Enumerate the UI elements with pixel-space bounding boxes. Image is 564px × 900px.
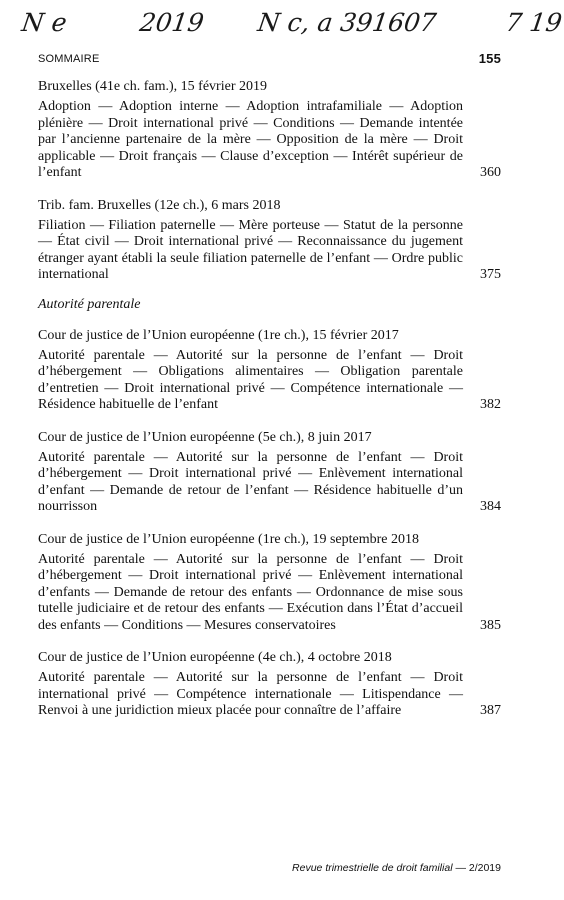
page-reference: 360 [480,165,501,180]
keywords-text: Autorité parentale — Autorité sur la personne de l’enfant — Droit d’hébergement — Droit international privé — Enlèvement international d’enfants — Demande de retour des enfants — Ordonnance de mise sous tutelle judiciaire et de retour des enfants — Exécution dans l’État d’accueil des enfants — Conditions — Mesures conservatoires [38,551,463,633]
page-reference: 382 [480,397,501,412]
page-reference: 387 [480,703,501,718]
page-reference: 385 [480,617,501,633]
keywords-text: Autorité parentale — Autorité sur la personne de l’enfant — Droit international privé — Compétence internationale — Litispendance — Renvoi à une juridiction mieux placée pour connaître de l’affaire [38,670,463,718]
handwritten-annotation [0,8,564,46]
running-head-page-number: 155 [478,51,501,66]
summary-entry [38,326,501,414]
handwritten-mark-1: N e [19,8,69,37]
running-head-title: SOMMAIRE [38,53,100,65]
keywords-text: Autorité parentale — Autorité sur la personne de l’enfant — Droit d’hébergement — Obligations alimentaires — Obligation parentale d’entretien — Droit international privé — Compétence internationale —Résidence habituelle de l’enfant [38,347,463,412]
page-footer [292,862,501,874]
court-reference: Bruxelles (41e ch. fam.), 15 février 2019 [38,79,267,94]
handwritten-mark-4: 7 19 [503,8,564,37]
summary-entry [38,648,501,720]
page-reference: 375 [480,267,501,282]
keywords-row [38,348,501,414]
keywords-row [38,99,501,182]
section-heading: Autorité parentale [38,296,141,312]
court-reference: Cour de justice de l’Union européenne (1re ch.), 19 septembre 2018 [38,531,419,547]
handwritten-mark-3: N c, a 391607 [255,8,439,37]
summary-entry [38,530,501,635]
court-reference: Cour de justice de l’Union européenne (5e ch.), 8 juin 2017 [38,429,372,445]
keywords-row [38,552,501,635]
handwritten-mark-2: 2019 [137,8,206,37]
keywords-text: Adoption — Adoption interne — Adoption intrafamiliale — Adoption plénière — Droit international privé — Conditions — Demande intentée par l’ancienne partenaire de la mère — Opposition de la mère — Droit applicable — Droit français — Clause d’exception — Intérêt supérieur de l’enfant [38,99,463,180]
journal-issue: — 2/2019 [455,862,501,874]
keywords-text: Filiation — Filiation paternelle — Mère porteuse — Statut de la personne — État civil — Droit international privé — Reconnaissance du jugement étranger ayant établi la seule filiation paternelle de l’enfant — Ordre public international [38,217,463,282]
keywords-row [38,450,501,516]
summary-entry [38,196,501,284]
summary-entry [38,77,501,182]
summary-content [38,77,501,734]
summary-entry [38,428,501,516]
keywords-text: Autorité parentale — Autorité sur la personne de l’enfant — Droit d’hébergement — Droit international privé — Enlèvement international d’enfant — Demande de retour de l’enfant — Résidence habituelle d’un nourrisson [38,449,463,514]
court-reference: Cour de justice de l’Union européenne (4e ch.), 4 octobre 2018 [38,650,392,665]
court-reference: Trib. fam. Bruxelles (12e ch.), 6 mars 2018 [38,197,281,213]
keywords-row [38,670,501,720]
running-head [38,51,501,69]
page-reference: 384 [480,499,501,514]
keywords-row [38,218,501,284]
court-reference: Cour de justice de l’Union européenne (1re ch.), 15 février 2017 [38,327,399,343]
journal-title: Revue trimestrielle de droit familial [292,862,453,874]
